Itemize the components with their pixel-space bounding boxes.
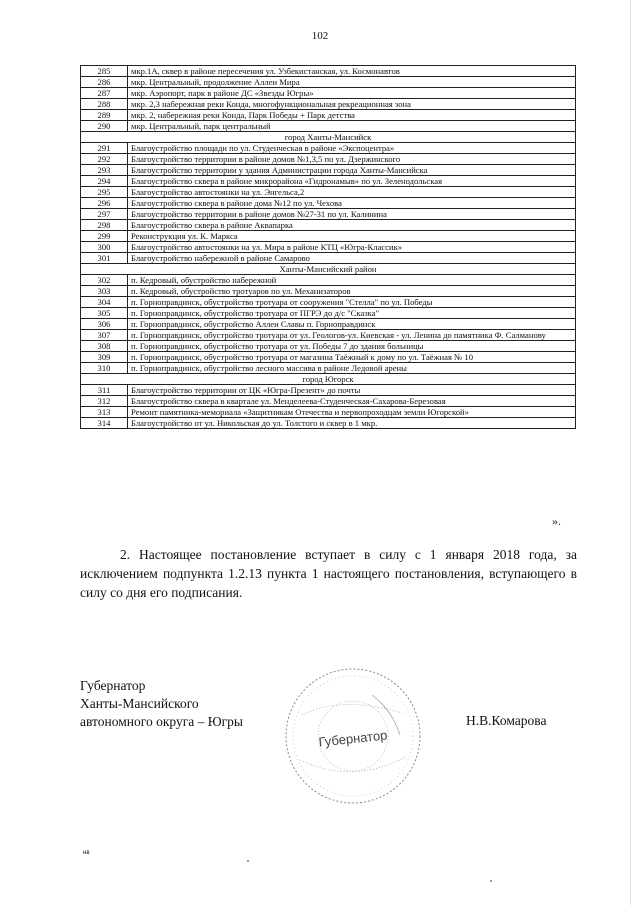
row-number: 297 — [81, 209, 128, 220]
table-row — [81, 286, 576, 297]
row-description: п. Горноправдинск, обустройство Аллеи Славы п. Горноправдинск — [128, 319, 576, 330]
table-row — [81, 121, 576, 132]
row-number: 296 — [81, 198, 128, 209]
table-row — [81, 77, 576, 88]
row-description: Благоустройство сквера в районе дома №12 по ул. Чехова — [128, 198, 576, 209]
section-header: Ханты-Мансийский район — [81, 264, 576, 275]
row-number: 299 — [81, 231, 128, 242]
table-row — [81, 330, 576, 341]
row-description: Ремонт памятника-мемориала «Защитникам Отечества и первопроходцам земли Югорской» — [128, 407, 576, 418]
table-row — [81, 297, 576, 308]
row-number: 287 — [81, 88, 128, 99]
row-number: 300 — [81, 242, 128, 253]
row-number: 304 — [81, 297, 128, 308]
effective-date-paragraph: 2. Настоящее постановление вступает в силу с 1 января 2018 года, за исключением подпункта 1.2.13 пункта 1 настоящего постановления, вступающего в силу со дня его подписания. — [80, 547, 577, 600]
page-edge-line — [630, 0, 631, 905]
row-number: 309 — [81, 352, 128, 363]
scan-speck — [490, 880, 492, 882]
row-description: Благоустройство набережной в районе Самарово — [128, 253, 576, 264]
closing-quote: ». — [552, 514, 561, 528]
row-number: 307 — [81, 330, 128, 341]
table-row — [81, 396, 576, 407]
row-description: Благоустройство сквера в районе Аквапарка — [128, 220, 576, 231]
table-row — [81, 99, 576, 110]
row-number: 305 — [81, 308, 128, 319]
row-description: Благоустройство сквера в районе микрорайона «Гидронамыв» по ул. Зеленодольская — [128, 176, 576, 187]
row-description: Благоустройство территории у здания Администрации города Ханты-Мансийска — [128, 165, 576, 176]
row-description: Благоустройство территории в районе домов №1,3,5 по ул. Дзержинского — [128, 154, 576, 165]
table-row — [81, 231, 576, 242]
signature-title-line2: Ханты-Мансийского — [80, 696, 199, 711]
table-row — [81, 209, 576, 220]
row-description: мкр. Аэропорт, парк в районе ДС «Звезды Югры» — [128, 88, 576, 99]
table-row — [81, 165, 576, 176]
signer-name: Н.В.Комарова — [466, 713, 547, 728]
row-description: мкр. 2,3 набережная реки Конда, многофункциональная рекреационная зона — [128, 99, 576, 110]
row-description: п. Кедровый, обустройство набережной — [128, 275, 576, 286]
row-number: 286 — [81, 77, 128, 88]
signature-title-line3: автономного округа – Югры — [80, 714, 243, 729]
footer-initials: нв — [83, 850, 90, 856]
table-row — [81, 407, 576, 418]
row-number: 290 — [81, 121, 128, 132]
row-description: Благоустройство территории в районе домов №27-31 по ул. Калинина — [128, 209, 576, 220]
table-row — [81, 341, 576, 352]
row-description: п. Горноправдинск, обустройство тротуара от ПГРЭ до д/с "Сказка" — [128, 308, 576, 319]
table-row — [81, 187, 576, 198]
section-header: город Югорск — [81, 374, 576, 385]
row-number: 310 — [81, 363, 128, 374]
table-row — [81, 88, 576, 99]
row-description: п. Горноправдинск, обустройство тротуара от ул. Победы 7 до здания больницы — [128, 341, 576, 352]
row-description: мкр. Центральный, продолжение Аллеи Мира — [128, 77, 576, 88]
row-description: п. Горноправдинск, обустройство тротуара от магазина Таёжный к дому по ул. Таёжная № 10 — [128, 352, 576, 363]
table-row — [81, 253, 576, 264]
row-number: 301 — [81, 253, 128, 264]
table-row — [81, 220, 576, 231]
row-description: Благоустройство автостоянки на ул. Мира в районе КТЦ «Югра-Классик» — [128, 242, 576, 253]
row-number: 289 — [81, 110, 128, 121]
row-number: 294 — [81, 176, 128, 187]
table-row — [81, 66, 576, 77]
section-header-row — [81, 264, 576, 275]
row-number: 293 — [81, 165, 128, 176]
section-header: город Ханты-Мансийск — [81, 132, 576, 143]
row-number: 312 — [81, 396, 128, 407]
table-row — [81, 308, 576, 319]
row-description: мкр. 2, набережная реки Конда, Парк Победы + Парк детства — [128, 110, 576, 121]
signature-block — [80, 677, 243, 731]
row-description: п. Кедровый, обустройство тротуаров по ул. Механизаторов — [128, 286, 576, 297]
row-number: 285 — [81, 66, 128, 77]
stamp-text: Губернатор — [317, 727, 389, 750]
table-row — [81, 242, 576, 253]
table-row — [81, 198, 576, 209]
row-number: 313 — [81, 407, 128, 418]
row-description: мкр.1А, сквер в районе пересечения ул. Узбекистанская, ул. Космонавтов — [128, 66, 576, 77]
row-number: 295 — [81, 187, 128, 198]
table-row — [81, 363, 576, 374]
row-number: 306 — [81, 319, 128, 330]
row-number: 314 — [81, 418, 128, 429]
row-description: п. Горноправдинск, обустройство тротуара от ул. Геологов-ул. Киевская - ул. Ленина до памятника Ф. Салманову — [128, 330, 576, 341]
official-stamp-seal — [282, 665, 424, 807]
row-number: 308 — [81, 341, 128, 352]
table-row — [81, 418, 576, 429]
row-description: Благоустройство автостоянки на ул. Энгельса,2 — [128, 187, 576, 198]
row-description: Благоустройство территории от ЦК «Югра-Презент» до почты — [128, 385, 576, 396]
row-number: 302 — [81, 275, 128, 286]
row-description: Благоустройство от ул. Никольская до ул. Толстого и сквер в 1 мкр. — [128, 418, 576, 429]
registry-table-body — [81, 66, 576, 429]
table-row — [81, 352, 576, 363]
row-description: Реконструкция ул. К. Маркса — [128, 231, 576, 242]
row-description: Благоустройство площади по ул. Студенческая в районе «Экспоцентра» — [128, 143, 576, 154]
table-row — [81, 319, 576, 330]
table-row — [81, 275, 576, 286]
row-description: п. Горноправдинск, обустройство тротуара от сооружения "Стелла" по ул. Победы — [128, 297, 576, 308]
registry-table — [80, 65, 576, 429]
section-header-row — [81, 374, 576, 385]
row-number: 292 — [81, 154, 128, 165]
row-description: Благоустройство сквера в квартале ул. Менделеева-Студенческая-Сахарова-Березовая — [128, 396, 576, 407]
section-header-row — [81, 132, 576, 143]
table-row — [81, 385, 576, 396]
row-number: 303 — [81, 286, 128, 297]
row-number: 291 — [81, 143, 128, 154]
row-number: 298 — [81, 220, 128, 231]
table-row — [81, 110, 576, 121]
row-description: мкр. Центральный, парк центральный — [128, 121, 576, 132]
signature-title-line1: Губернатор — [80, 678, 146, 693]
scan-speck — [247, 860, 249, 862]
table-row — [81, 176, 576, 187]
row-number: 311 — [81, 385, 128, 396]
row-description: п. Горноправдинск, обустройство лесного массива в районе Ледовой арены — [128, 363, 576, 374]
row-number: 288 — [81, 99, 128, 110]
table-row — [81, 154, 576, 165]
page-number: 102 — [311, 30, 329, 42]
table-row — [81, 143, 576, 154]
